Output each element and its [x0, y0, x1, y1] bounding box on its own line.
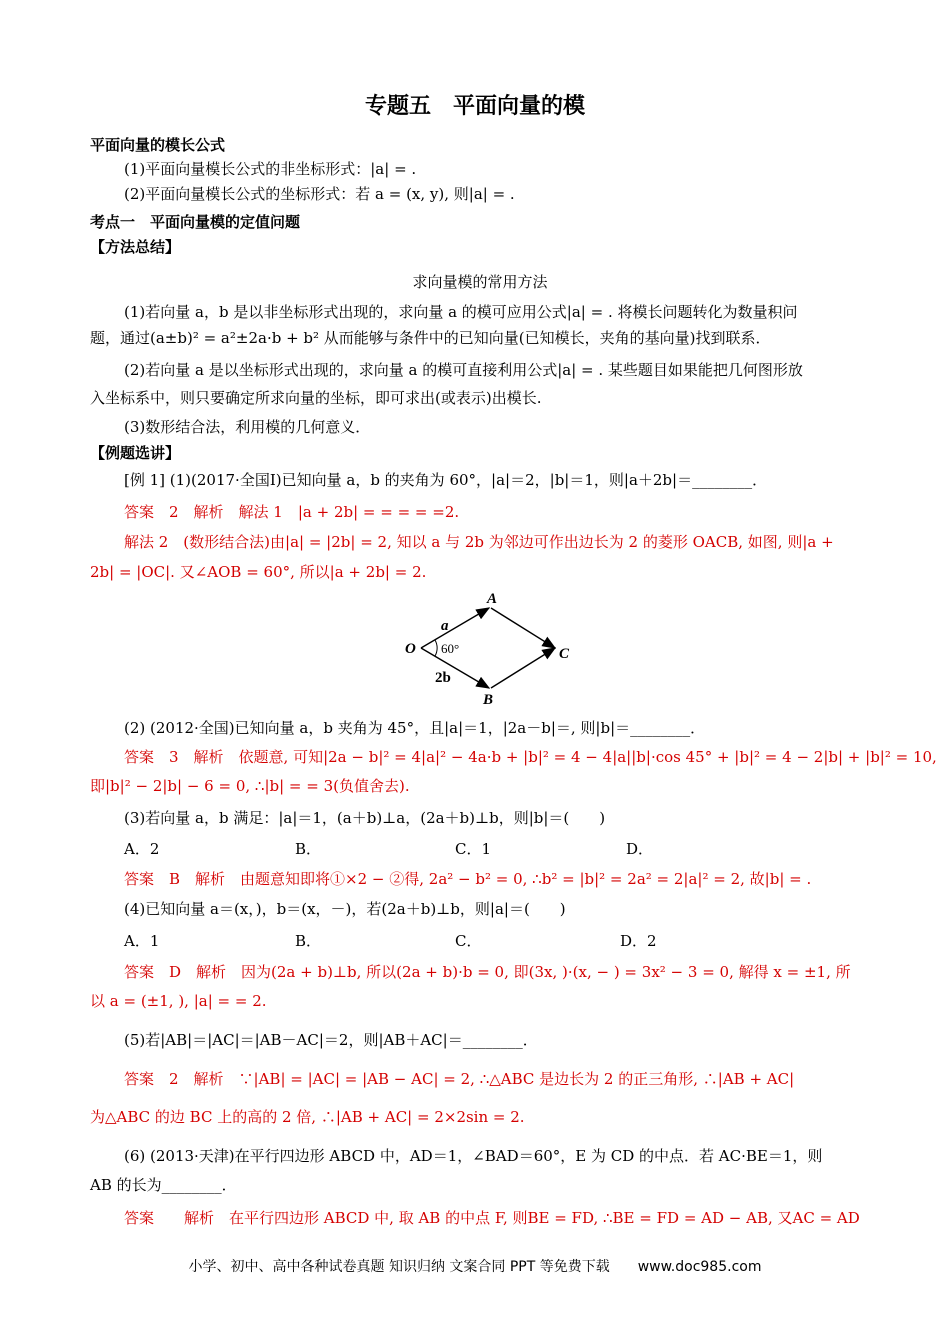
example-1-solution-2b: 2b| = |OC|. 又∠AOB = 60°, 所以|a + 2b| = 2.	[90, 563, 427, 581]
section-heading-formula: 平面向量的模长公式	[90, 136, 226, 154]
page-title: 专题五 平面向量的模	[364, 94, 585, 119]
label-vec-2b: 2b	[435, 670, 451, 686]
formula-line-2: (2)平面向量模长公式的坐标形式：若 a = (x, y), 则|a| = .	[124, 185, 515, 203]
label-angle: 60°	[441, 641, 460, 656]
method-3: (3)数形结合法，利用模的几何意义．	[124, 418, 371, 436]
example-4-answer-1: 答案 D 解析 因为(2a + b)⊥b, 所以(2a + b)·b = 0, 即(3x, )·(x, − ) = 3x² − 3 = 0, 解得 x = ±1, 所	[124, 963, 851, 981]
label-a: A	[487, 591, 498, 607]
example-6-question-2: AB 的长为________．	[90, 1176, 237, 1194]
example-3-option-b: B．	[295, 840, 322, 858]
example-2-question: (2) (2012·全国)已知向量 a，b 夹角为 45°，且|a|＝1，|2a－b|＝, 则|b|＝________．	[124, 719, 706, 737]
example-2-answer-2: 即|b|² − 2|b| − 6 = 0, ∴|b| = = 3(负值舍去).	[90, 777, 410, 795]
example-5-answer-2: 为△ABC 的边 BC 上的高的 2 倍, ∴|AB + AC| = 2×2sin = 2.	[90, 1108, 525, 1126]
label-o: O	[405, 641, 416, 657]
example-3-option-a: A．2	[124, 840, 160, 858]
method-2-line-a: (2)若向量 a 是以坐标形式出现的，求向量 a 的模可直接利用公式|a| = . 某些题目如果能把几何图形放	[124, 361, 803, 379]
example-5-answer-1: 答案 2 解析 ∵|AB| = |AC| = |AB − AC| = 2, ∴△ABC 是边长为 2 的正三角形, ∴|AB + AC|	[124, 1070, 795, 1088]
example-4-question: (4)已知向量 a＝(x，)，b＝(x，－)，若(2a＋b)⊥b，则|a|＝( )	[124, 900, 566, 918]
rhombus-figure	[395, 588, 585, 708]
edge-ac-arrow	[491, 608, 555, 648]
label-c: C	[559, 646, 570, 662]
formula-line-1: (1)平面向量模长公式的非坐标形式：|a| = .	[124, 160, 417, 178]
label-b: B	[483, 692, 494, 708]
example-4-option-d: D．2	[620, 932, 657, 950]
example-label: 【例题选讲】	[90, 444, 181, 462]
method-1-line-b: 题，通过(a±b)² = a²±2a·b + b² 从而能够与条件中的已知向量(已知模长，夹角的基向量)找到联系．	[90, 329, 771, 347]
angle-arc	[435, 640, 437, 656]
method-2-line-b: 入坐标系中，则只要确定所求向量的坐标，即可求出(或表示)出模长.	[90, 389, 542, 407]
example-4-option-a: A．1	[124, 932, 160, 950]
example-4-option-c: C．	[455, 932, 482, 950]
example-4-answer-2: 以 a = (±1, ), |a| = = 2.	[90, 992, 267, 1010]
edge-bc-arrow	[491, 648, 555, 688]
example-3-option-d: D．	[626, 840, 654, 858]
example-6-question-1: (6) (2013·天津)在平行四边形 ABCD 中，AD＝1，∠BAD＝60°，E 为 CD 的中点．若 AC·BE＝1，则	[124, 1147, 823, 1165]
method-1-line-a: (1)若向量 a，b 是以非坐标形式出现的，求向量 a 的模可应用公式|a| = . 将模长问题转化为数量积问	[124, 303, 798, 321]
example-6-answer: 答案 解析 在平行四边形 ABCD 中, 取 AB 的中点 F, 则BE = FD, ∴BE = FD = AD − AB, 又AC = AD	[124, 1209, 860, 1227]
label-vec-a: a	[441, 618, 449, 634]
example-2-answer-1: 答案 3 解析 依题意, 可知|2a − b|² = 4|a|² − 4a·b + |b|² = 4 − 4|a||b|·cos 45° + |b|² = 4 − 2|b| + |b|² = 10,	[124, 748, 937, 766]
example-4-option-b: B．	[295, 932, 322, 950]
example-5-question: (5)若|AB|＝|AC|＝|AB－AC|＝2，则|AB＋AC|＝________．	[124, 1031, 538, 1049]
example-1-question: [例 1] (1)(2017·全国Ⅰ)已知向量 a，b 的夹角为 60°，|a|＝2，|b|＝1，则|a＋2b|＝________．	[124, 471, 768, 489]
example-1-solution-2a: 解法 2 (数形结合法)由|a| = |2b| = 2, 知以 a 与 2b 为邻边可作出边长为 2 的菱形 OACB, 如图, 则|a +	[124, 533, 834, 551]
method-summary-label: 【方法总结】	[90, 238, 181, 256]
method-title: 求向量模的常用方法	[412, 273, 548, 291]
example-3-question: (3)若向量 a，b 满足：|a|＝1，(a＋b)⊥a，(2a＋b)⊥b，则|b|＝( )	[124, 809, 606, 827]
page-footer: 小学、初中、高中各种试卷真题 知识归纳 文案合同 PPT 等免费下载 www.doc985.com	[188, 1259, 762, 1275]
example-3-option-c: C．1	[455, 840, 492, 858]
example-3-answer: 答案 B 解析 由题意知即将①×2 − ②得, 2a² − b² = 0, ∴b² = |b|² = 2a² = 2|a|² = 2, 故|b| = .	[124, 870, 812, 888]
example-1-answer: 答案 2 解析 解法 1 |a + 2b| = = = = =2.	[124, 503, 460, 521]
section-heading-topic1: 考点一 平面向量模的定值问题	[90, 213, 301, 231]
